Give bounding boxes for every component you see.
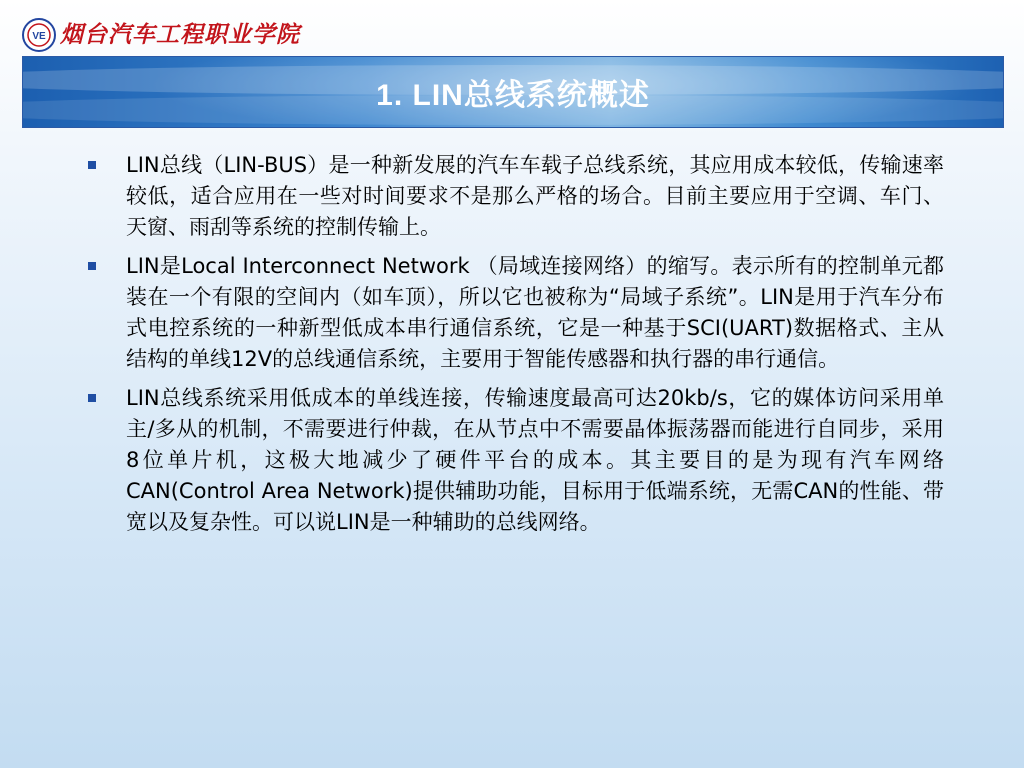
bullet-item — [82, 150, 944, 243]
emblem-mark-text: VE — [32, 31, 46, 42]
bullet-text: LIN是Local Interconnect Network （局域连接网络）的缩写。表示所有的控制单元都装在一个有限的空间内（如车顶），所以它也被称为“局域子系统”。LIN是用于汽车分布式电控系统的一种新型低成本串行通信系统，它是一种基于SCI(UART)数据格式、主从结构的单线12V的总线通信系统，主要用于智能传感器和执行器的串行通信。 — [126, 254, 944, 371]
bullet-text: LIN总线系统采用低成本的单线连接，传输速度最高可达20kb/s，它的媒体访问采用单主/多从的机制，不需要进行仲裁，在从节点中不需要晶体振荡器而能进行自同步，采用8位单片机，这极大地减少了硬件平台的成本。其主要目的是为现有汽车网络CAN(Control Area Network)提供辅助功能，目标用于低端系统，无需CAN的性能、带宽以及复杂性。可以说LIN是一种辅助的总线网络。 — [126, 386, 944, 534]
bullet-list — [82, 150, 944, 538]
bullet-item — [82, 383, 944, 538]
bullet-text: LIN总线（LIN-BUS）是一种新发展的汽车车载子总线系统，其应用成本较低，传输速率较低，适合应用在一些对时间要求不是那么严格的场合。目前主要应用于空调、车门、天窗、雨刮等系统的控制传输上。 — [126, 153, 944, 239]
square-bullet-icon — [88, 262, 96, 270]
bullet-item — [82, 251, 944, 375]
school-name: 烟台汽车工程职业学院 — [60, 21, 300, 48]
title-banner — [22, 56, 1004, 128]
square-bullet-icon — [88, 394, 96, 402]
school-emblem-icon — [22, 18, 56, 52]
slide-body — [82, 150, 944, 546]
square-bullet-icon — [88, 161, 96, 169]
school-logo — [22, 18, 300, 52]
slide-title: 1. LIN总线系统概述 — [376, 79, 650, 112]
